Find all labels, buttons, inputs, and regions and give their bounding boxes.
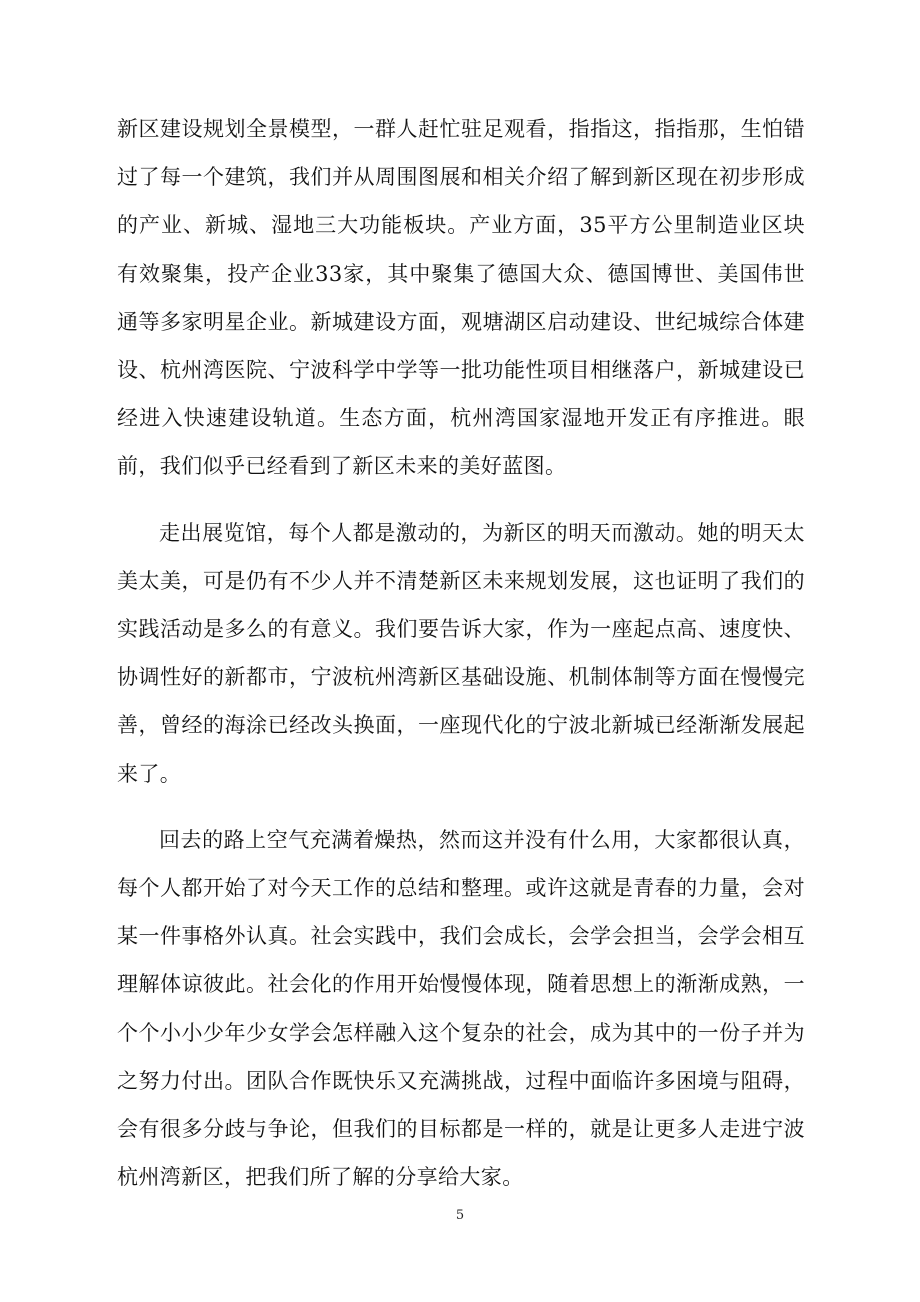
page-number: 5	[455, 1208, 465, 1223]
paragraph-3: 回去的路上空气充满着燥热，然而这并没有什么用，大家都很认真，每个人都开始了对今天工作的总结和整理。或许这就是青春的力量，会对某一件事格外认真。社会实践中，我们会成长，会学会担当，会学会相互理解体谅彼此。社会化的作用开始慢慢体现，随着思想上的渐渐成熟，一个个小小少年少女学会怎样融入这个复杂的社会，成为其中的一份子并为之努力付出。团队合作既快乐又充满挑战，过程中面临许多困境与阻碍，会有很多分歧与争论，但我们的目标都是一样的，就是让更多人走进宁波杭州湾新区，把我们所了解的分享给大家。	[117, 827, 805, 1190]
paragraph-2: 走出展览馆，每个人都是激动的，为新区的明天而激动。她的明天太美太美，可是仍有不少人并不清楚新区未来规划发展，这也证明了我们的实践活动是多么的有意义。我们要告诉大家，作为一座起点高、速度快、协调性好的新都市，宁波杭州湾新区基础设施、机制体制等方面在慢慢完善，曾经的海涂已经改头换面，一座现代化的宁波北新城已经渐渐发展起来了。	[117, 520, 805, 786]
paragraph-1: 新区建设规划全景模型，一群人赶忙驻足观看，指指这，指指那，生怕错过了每一个建筑，我们并从周围图展和相关介绍了解到新区现在初步形成的产业、新城、湿地三大功能板块。产业方面，35平方公里制造业区块有效聚集，投产企业33家，其中聚集了德国大众、德国博世、美国伟世通等多家明星企业。新城建设方面，观塘湖区启动建设、世纪城综合体建设、杭州湾医院、宁波科学中学等一批功能性项目相继落户，新城建设已经进入快速建设轨道。生态方面，杭州湾国家湿地开发正有序推进。眼前，我们似乎已经看到了新区未来的美好蓝图。	[117, 117, 805, 479]
document-body	[117, 105, 805, 1201]
